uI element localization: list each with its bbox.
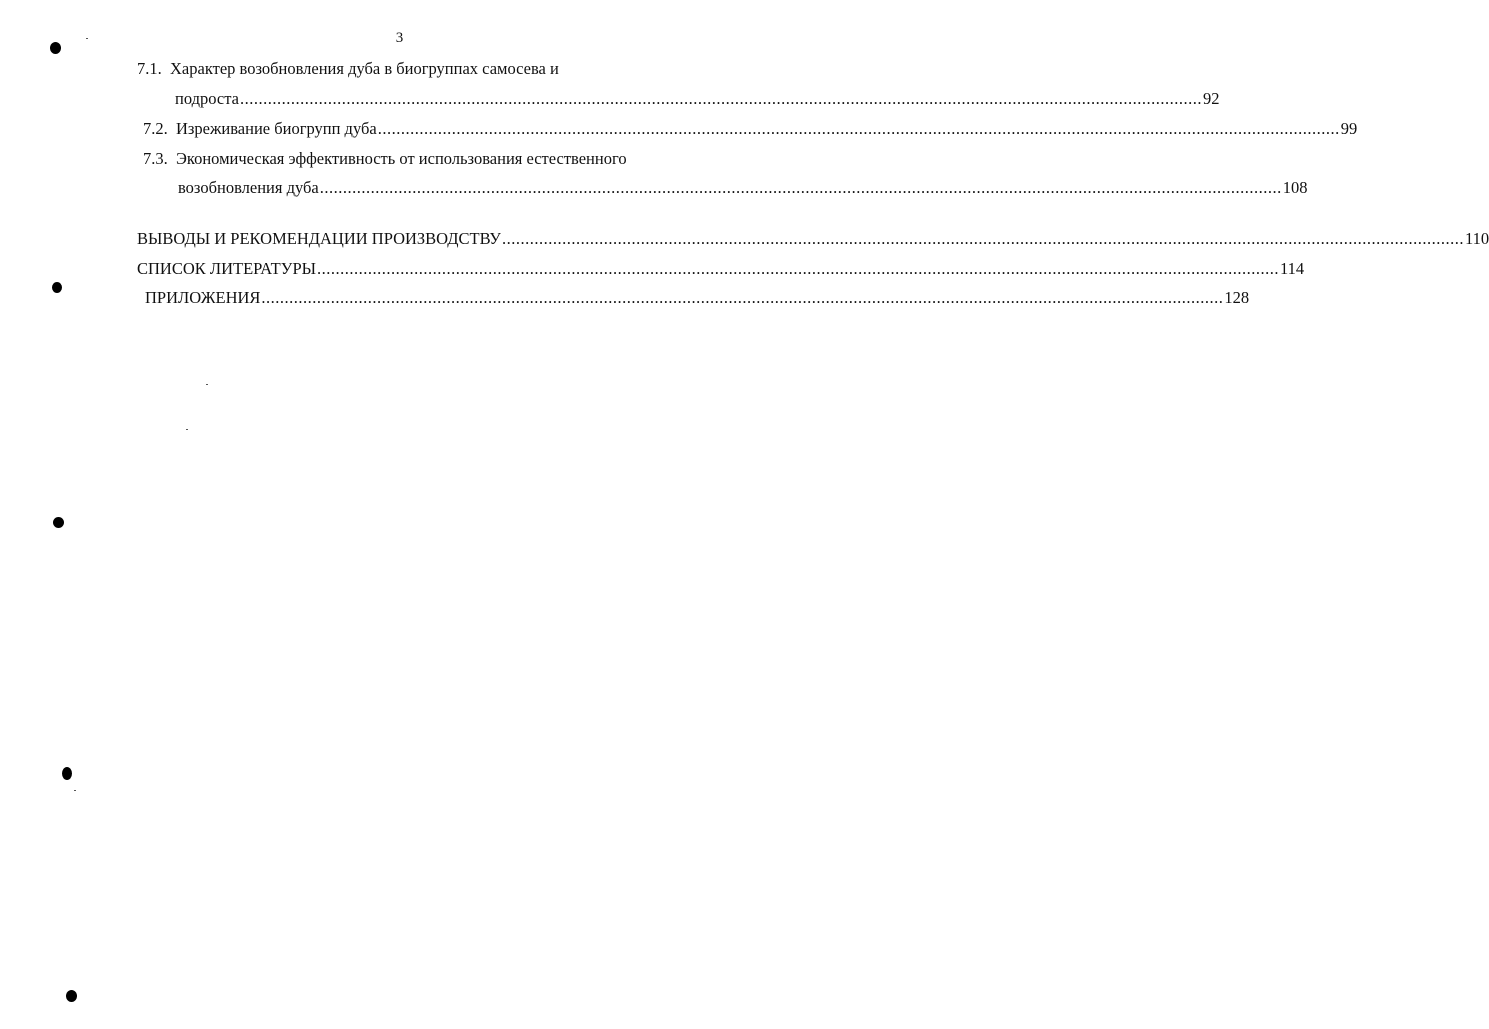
toc-entry-7-1-title-continued: подроста [175, 89, 239, 108]
binder-hole-mark [52, 282, 62, 293]
toc-leader-dots: ................................................................................................................................................................................................................ [239, 89, 1202, 108]
toc-entry-references-page: 114 [1280, 259, 1305, 278]
toc-entry-7-3-first-line [143, 149, 627, 169]
toc-entry-7-1-second-line [175, 89, 1220, 109]
toc-entry-appendices [145, 288, 1250, 308]
binder-hole-mark [50, 42, 61, 54]
toc-entry-7-2-page: 99 [1340, 119, 1358, 138]
toc-entry-appendices-title: ПРИЛОЖЕНИЯ [145, 288, 261, 307]
toc-leader-dots: ................................................................................................................................................................................................................ [261, 288, 1224, 307]
toc-entry-references [137, 259, 1305, 279]
scan-speck [74, 790, 76, 791]
toc-entry-7-2-title: Изреживание биогрупп дуба [176, 119, 377, 138]
toc-entry-7-3-second-line [178, 178, 1308, 198]
toc-entry-7-3-page: 108 [1282, 178, 1308, 197]
scan-speck [86, 38, 88, 39]
toc-entry-conclusions [137, 229, 1489, 249]
toc-entry-7-2-number: 7.2. [143, 119, 168, 138]
toc-entry-7-1-title: Характер возобновления дуба в биогруппах самосева и [170, 59, 559, 78]
toc-entry-appendices-page: 128 [1224, 288, 1250, 307]
binder-hole-mark [66, 990, 77, 1002]
binder-hole-mark [53, 517, 64, 528]
toc-entry-conclusions-title: ВЫВОДЫ И РЕКОМЕНДАЦИИ ПРОИЗВОДСТВУ [137, 229, 501, 248]
toc-entry-7-3-title: Экономическая эффективность от использования естественного [176, 149, 627, 168]
toc-entry-7-1-first-line [137, 59, 559, 79]
toc-leader-dots: ................................................................................................................................................................................................................ [319, 178, 1282, 197]
toc-entry-7-3-title-continued: возобновления дуба [178, 178, 319, 197]
toc-entry-conclusions-page: 110 [1464, 229, 1489, 248]
scan-speck [206, 384, 208, 385]
toc-entry-references-title: СПИСОК ЛИТЕРАТУРЫ [137, 259, 317, 278]
toc-entry-7-1-page: 92 [1202, 89, 1220, 108]
toc-entry-7-1-number: 7.1. [137, 59, 162, 78]
toc-leader-dots: ................................................................................................................................................................................................................ [501, 229, 1464, 248]
scan-speck [186, 429, 188, 430]
toc-entry-7-2 [143, 119, 1358, 139]
toc-entry-7-3-number: 7.3. [143, 149, 168, 168]
binder-hole-mark [62, 767, 72, 780]
toc-leader-dots: ................................................................................................................................................................................................................ [377, 119, 1340, 138]
page-number: 3 [395, 30, 404, 46]
toc-leader-dots: ................................................................................................................................................................................................................ [317, 259, 1280, 278]
